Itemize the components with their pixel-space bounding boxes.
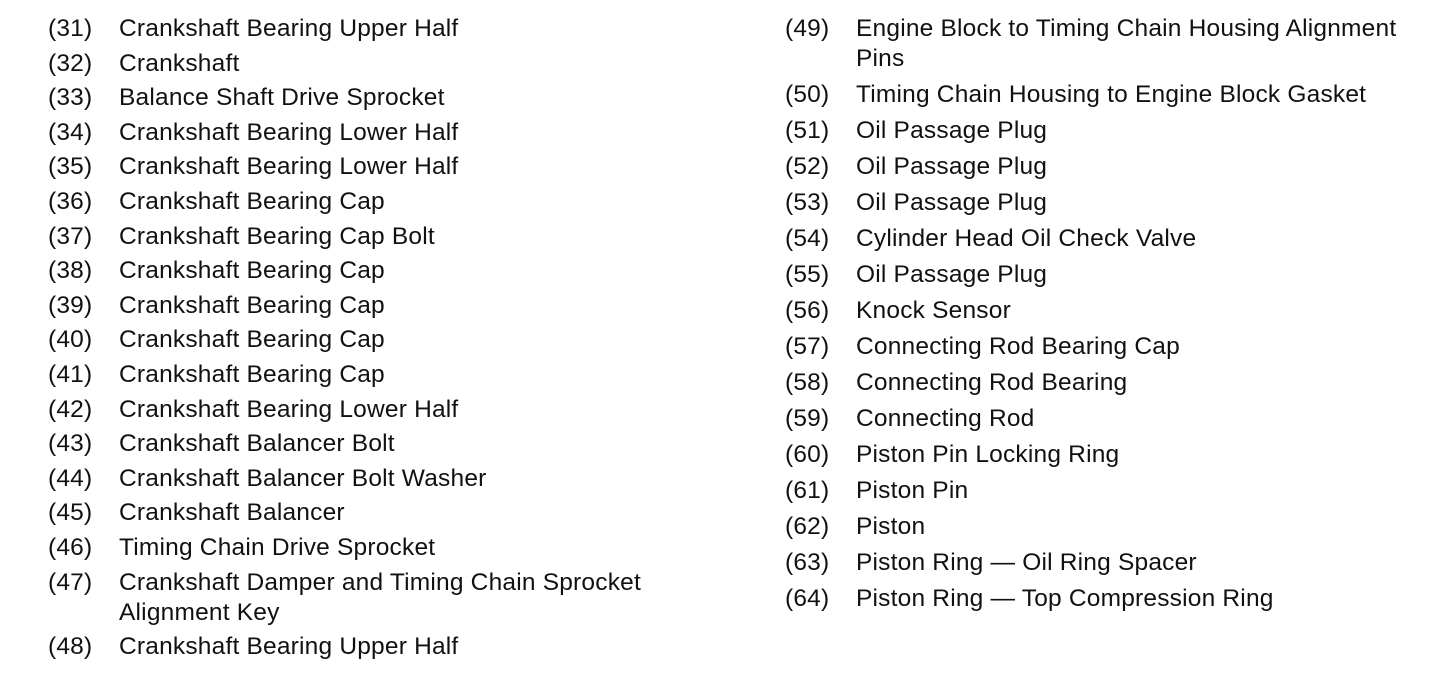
legend-item-label: Timing Chain Drive Sprocket <box>119 533 436 561</box>
legend-item-number: (63) <box>785 549 830 576</box>
legend-item <box>785 152 1425 182</box>
legend-item-label: Crankshaft Bearing Upper Half <box>119 633 459 661</box>
legend-item-number: (50) <box>785 81 830 108</box>
legend-item-label: Crankshaft Bearing Cap Bolt <box>119 222 435 250</box>
legend-item-number: (54) <box>785 225 830 252</box>
legend-item <box>48 49 708 79</box>
legend-item-number: (43) <box>48 430 93 458</box>
legend-item <box>48 395 708 425</box>
legend-item-number: (62) <box>785 513 830 540</box>
legend-item-label: Crankshaft Bearing Cap <box>119 187 385 215</box>
legend-item-number: (40) <box>48 326 93 354</box>
legend-item-label: Crankshaft Bearing Cap <box>119 326 385 354</box>
legend-column-left <box>48 14 708 667</box>
legend-item <box>785 260 1425 290</box>
legend-item <box>48 429 708 459</box>
legend-item-label: Connecting Rod Bearing Cap <box>856 333 1180 360</box>
legend-item-label: Balance Shaft Drive Sprocket <box>119 84 445 112</box>
legend-item-number: (42) <box>48 395 93 423</box>
legend-item-number: (34) <box>48 118 93 146</box>
legend-item <box>48 632 708 662</box>
legend-item-label: Oil Passage Plug <box>856 261 1048 288</box>
legend-item <box>48 325 708 355</box>
legend-item-number: (31) <box>48 15 93 42</box>
legend-item <box>48 498 708 528</box>
legend-item <box>48 83 708 113</box>
legend-item-label: Connecting Rod <box>856 405 1035 432</box>
legend-column-right <box>785 14 1425 620</box>
legend-item-label: Crankshaft Bearing Cap <box>119 360 385 388</box>
legend-item <box>785 116 1425 146</box>
legend-item-number: (52) <box>785 153 830 180</box>
legend-item-number: (46) <box>48 533 93 561</box>
legend-item-number: (45) <box>48 499 93 527</box>
legend-item-number: (58) <box>785 369 830 396</box>
legend-item-number: (53) <box>785 189 830 216</box>
legend-item <box>48 152 708 182</box>
legend-item-number: (51) <box>785 117 830 144</box>
legend-item-label: Crankshaft Damper and Timing Chain Sprocket Alignment Key <box>119 568 641 626</box>
legend-item <box>785 296 1425 326</box>
legend-item-label: Timing Chain Housing to Engine Block Gasket <box>856 81 1367 108</box>
legend-item-number: (47) <box>48 568 93 596</box>
legend-item-label: Crankshaft Bearing Lower Half <box>119 153 459 181</box>
legend-item-label: Crankshaft Balancer <box>119 499 345 527</box>
legend-item-label: Engine Block to Timing Chain Housing Alignment Pins <box>856 15 1397 72</box>
legend-item-label: Piston Pin <box>856 477 969 504</box>
legend-item <box>48 187 708 217</box>
legend-item <box>785 188 1425 218</box>
legend-item-number: (61) <box>785 477 830 504</box>
legend-item-number: (48) <box>48 633 93 661</box>
legend-item <box>785 584 1425 614</box>
legend-item-number: (44) <box>48 464 93 492</box>
legend-item-number: (55) <box>785 261 830 288</box>
legend-item-label: Crankshaft Bearing Upper Half <box>119 15 459 42</box>
legend-item-number: (49) <box>785 15 830 42</box>
legend-item <box>785 332 1425 362</box>
legend-item-number: (33) <box>48 84 93 112</box>
legend-item-label: Oil Passage Plug <box>856 153 1048 180</box>
legend-item-number: (64) <box>785 585 830 612</box>
legend-item <box>785 14 1425 74</box>
legend-item-label: Oil Passage Plug <box>856 117 1048 144</box>
legend-item <box>48 14 708 44</box>
legend-item-label: Crankshaft Balancer Bolt Washer <box>119 464 487 492</box>
legend-item <box>48 533 708 563</box>
legend-item-label: Piston Ring — Oil Ring Spacer <box>856 549 1197 576</box>
legend-item-number: (39) <box>48 291 93 319</box>
legend-item-label: Piston Pin Locking Ring <box>856 441 1120 468</box>
legend-item <box>785 548 1425 578</box>
legend-item-number: (35) <box>48 153 93 181</box>
legend-item-number: (38) <box>48 257 93 285</box>
legend-item-label: Cylinder Head Oil Check Valve <box>856 225 1197 252</box>
legend-item-label: Piston <box>856 513 926 540</box>
legend-item <box>785 368 1425 398</box>
legend-item-label: Crankshaft Balancer Bolt <box>119 430 395 458</box>
legend-item <box>785 440 1425 470</box>
legend-item <box>48 464 708 494</box>
legend-item-label: Crankshaft Bearing Cap <box>119 257 385 285</box>
legend-item <box>785 80 1425 110</box>
legend-item <box>785 404 1425 434</box>
legend-item-number: (32) <box>48 49 93 77</box>
legend-item-label: Piston Ring — Top Compression Ring <box>856 585 1274 612</box>
legend-item-number: (57) <box>785 333 830 360</box>
legend-item-label: Connecting Rod Bearing <box>856 369 1128 396</box>
legend-item-label: Oil Passage Plug <box>856 189 1048 216</box>
legend-item-number: (37) <box>48 222 93 250</box>
legend-item-number: (56) <box>785 297 830 324</box>
legend-item <box>785 512 1425 542</box>
legend-item-label: Crankshaft Bearing Cap <box>119 291 385 319</box>
legend-item <box>48 291 708 321</box>
legend-item <box>785 224 1425 254</box>
legend-item <box>48 118 708 148</box>
legend-item-label: Crankshaft <box>119 49 240 77</box>
legend-item-number: (36) <box>48 187 93 215</box>
legend-item <box>48 222 708 252</box>
legend-item-number: (41) <box>48 360 93 388</box>
legend-item <box>785 476 1425 506</box>
legend-item <box>48 256 708 286</box>
legend-item-label: Crankshaft Bearing Lower Half <box>119 118 459 146</box>
legend-item-label: Knock Sensor <box>856 297 1011 324</box>
legend-item <box>48 360 708 390</box>
legend-item-label: Crankshaft Bearing Lower Half <box>119 395 459 423</box>
legend-item-number: (59) <box>785 405 830 432</box>
legend-item <box>48 568 708 628</box>
legend-item-number: (60) <box>785 441 830 468</box>
